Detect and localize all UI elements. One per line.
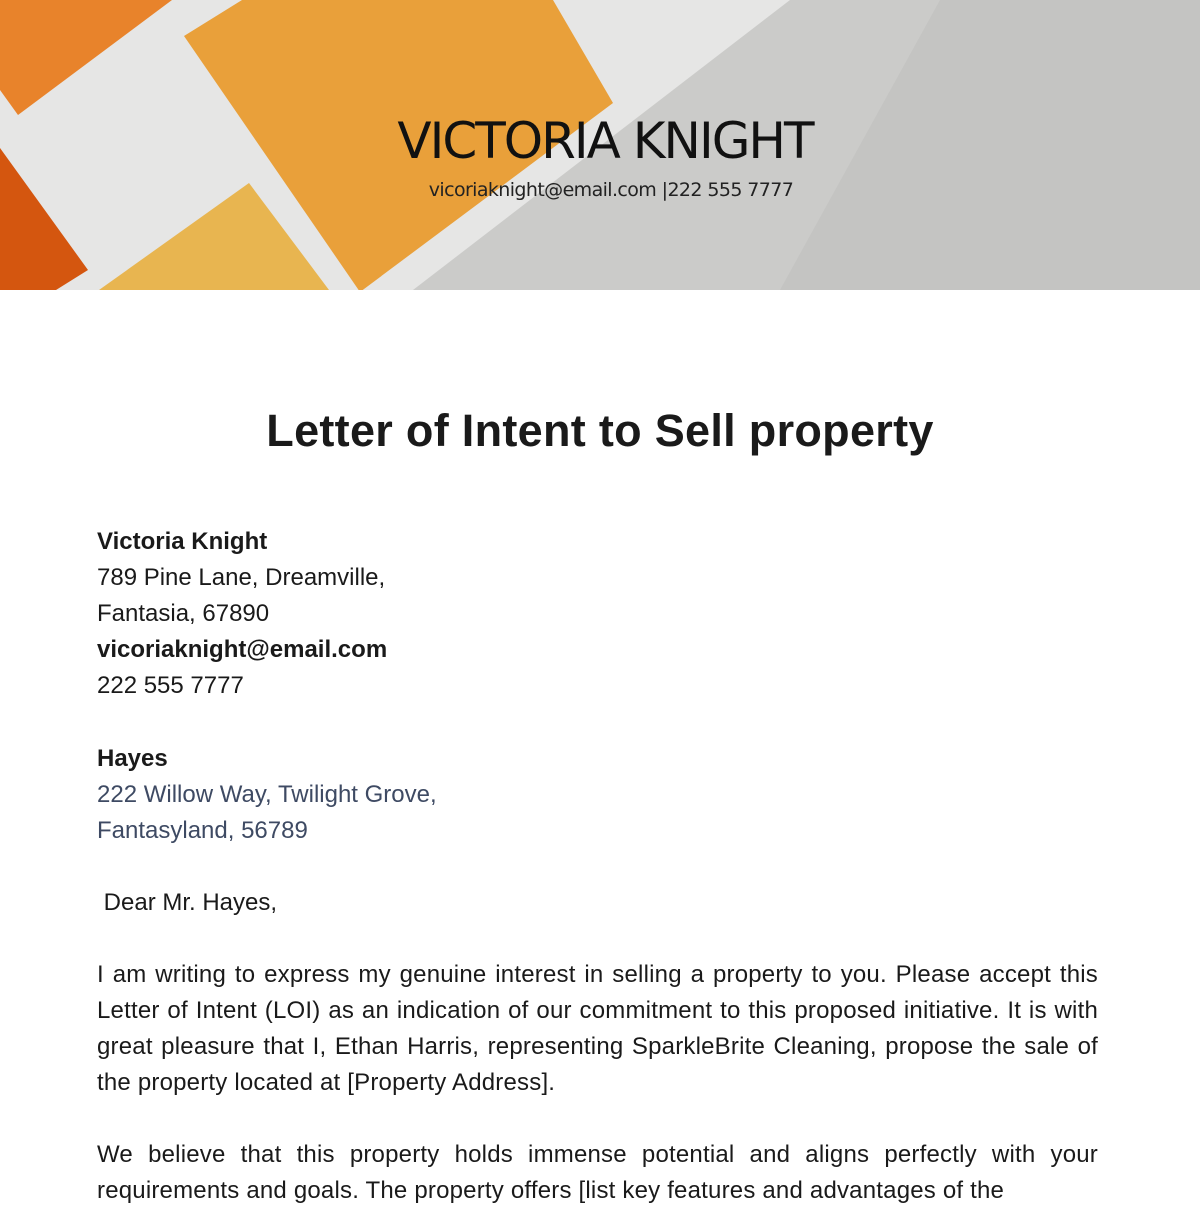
header-banner [0, 0, 1200, 290]
sender-phone: 222 555 7777 [97, 672, 244, 699]
body-paragraph-1: I am writing to express my genuine interest in selling a property to you. Please accept this Letter of Intent (LOI) as an indication of our commitment to this proposed initiative. It is with great pleasure that I, Ethan Harris, representing SparkleBrite Cleaning, propose the sale of the property located at [Property Address]. [97, 961, 1098, 1096]
header-contact: vicoriaknight@email.com |222 555 7777 [428, 179, 794, 201]
salutation: Dear Mr. Hayes, [97, 889, 278, 916]
sender-email: vicoriaknight@email.com [97, 636, 388, 663]
document-title: Letter of Intent to Sell property [266, 405, 934, 456]
body-paragraph-2: We believe that this property holds immense potential and aligns perfectly with your requirements and goals. The property offers [list key features and advantages of the [97, 1141, 1098, 1204]
sender-address-line2: Fantasia, 67890 [97, 600, 270, 627]
recipient-name: Hayes [97, 745, 168, 772]
header-name: VICTORIA KNIGHT [397, 112, 813, 170]
recipient-block [97, 741, 437, 849]
recipient-address-line1: 222 Willow Way, Twilight Grove, [97, 781, 437, 808]
sender-address-line1: 789 Pine Lane, Dreamville, [97, 564, 386, 591]
sender-name: Victoria Knight [97, 528, 268, 555]
sender-block [97, 524, 387, 704]
recipient-address-line2: Fantasyland, 56789 [97, 817, 308, 844]
